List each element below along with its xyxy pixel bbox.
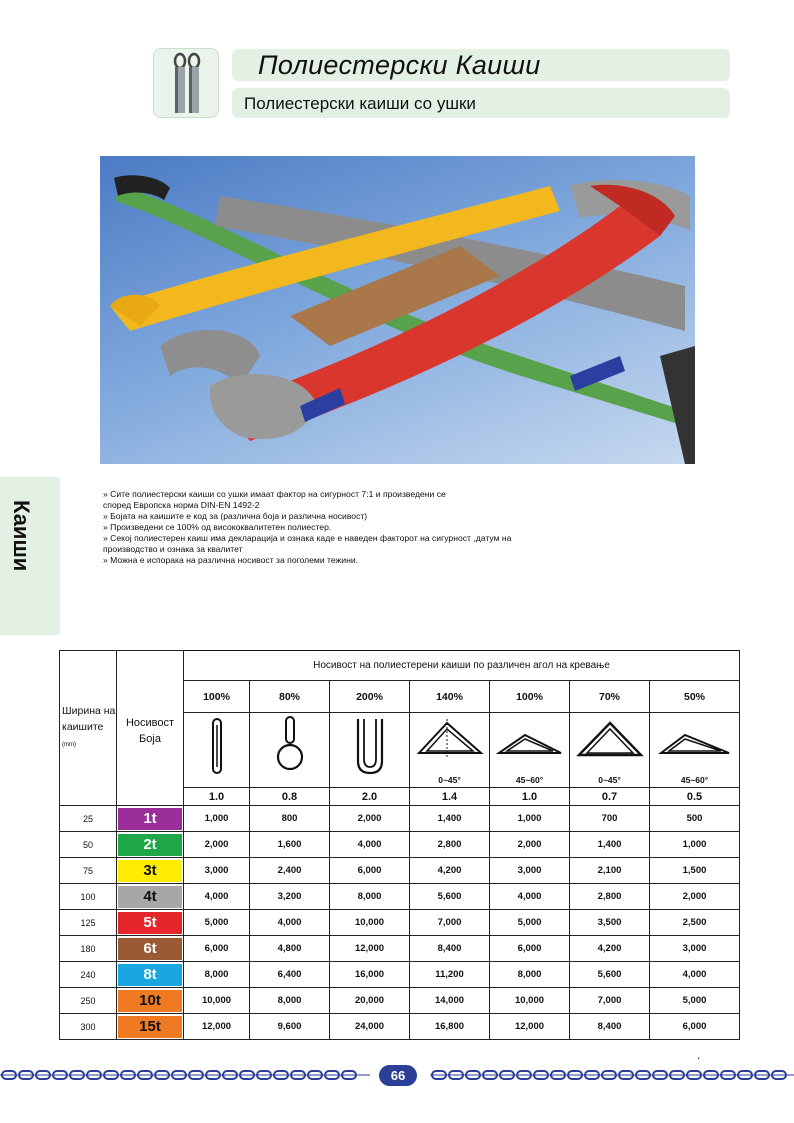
- capacity-cell: [117, 884, 184, 910]
- factor-cell: 1.0: [490, 788, 570, 806]
- load-value-cell: 5,600: [570, 962, 650, 988]
- note-line: » Произведени се 100% од висококвалитетен полиестер.: [103, 522, 332, 532]
- page-subtitle: Полиестерски каиши со ушки: [244, 94, 476, 113]
- load-value-cell: 4,000: [490, 884, 570, 910]
- width-header: Ширина на каишите (mm): [60, 651, 117, 806]
- load-value-cell: 14,000: [410, 988, 490, 1014]
- factor-cell: 1.4: [410, 788, 490, 806]
- color-header: Носивост Боја: [117, 651, 184, 806]
- page-dot: .: [697, 1048, 701, 1062]
- load-value-cell: 3,000: [490, 858, 570, 884]
- table-row: [60, 988, 740, 1014]
- percent-cell: 140%: [410, 681, 490, 713]
- group-header: Носивост на полиестерени каиши по различен агол на кревање: [184, 651, 740, 681]
- capacity-cell: [117, 806, 184, 832]
- sling-logo-icon: [153, 48, 219, 118]
- factor-cell: 0.5: [650, 788, 740, 806]
- load-value-cell: 4,800: [250, 936, 330, 962]
- factor-cell: 2.0: [330, 788, 410, 806]
- width-cell: 25: [60, 806, 117, 832]
- load-value-cell: 12,000: [490, 1014, 570, 1040]
- load-value-cell: 24,000: [330, 1014, 410, 1040]
- hitch-triangle-icon: 0~45°: [410, 713, 490, 788]
- load-value-cell: 16,800: [410, 1014, 490, 1040]
- factor-cell: 1.0: [184, 788, 250, 806]
- capacity-chip: 3t: [118, 860, 182, 882]
- load-value-cell: 16,000: [330, 962, 410, 988]
- table-row: [60, 832, 740, 858]
- chain-decoration: [430, 1068, 794, 1082]
- hitch-triangle-icon: 0~45°: [570, 713, 650, 788]
- load-value-cell: 10,000: [330, 910, 410, 936]
- load-value-cell: 2,000: [650, 884, 740, 910]
- load-value-cell: 12,000: [184, 1014, 250, 1040]
- load-value-cell: 1,600: [250, 832, 330, 858]
- load-value-cell: 4,000: [184, 884, 250, 910]
- load-value-cell: 6,000: [490, 936, 570, 962]
- capacity-cell: [117, 858, 184, 884]
- load-value-cell: 4,200: [410, 858, 490, 884]
- factor-cell: 0.7: [570, 788, 650, 806]
- capacity-chip: 1t: [118, 808, 182, 830]
- width-cell: 125: [60, 910, 117, 936]
- load-value-cell: 7,000: [410, 910, 490, 936]
- load-value-cell: 5,000: [184, 910, 250, 936]
- page-number: 66: [379, 1065, 417, 1086]
- load-capacity-table: [59, 650, 740, 1040]
- side-tab-label: Каиши: [9, 500, 34, 572]
- width-cell: 75: [60, 858, 117, 884]
- hitch-wide-icon: 45~60°: [490, 713, 570, 788]
- load-value-cell: 2,000: [330, 806, 410, 832]
- capacity-chip: 6t: [118, 938, 182, 960]
- table-row: [60, 910, 740, 936]
- load-value-cell: 500: [650, 806, 740, 832]
- load-value-cell: 8,000: [250, 988, 330, 1014]
- load-value-cell: 10,000: [490, 988, 570, 1014]
- load-value-cell: 12,000: [330, 936, 410, 962]
- table-row: [60, 936, 740, 962]
- load-value-cell: 4,000: [330, 832, 410, 858]
- width-cell: 100: [60, 884, 117, 910]
- load-value-cell: 1,500: [650, 858, 740, 884]
- capacity-chip: 4t: [118, 886, 182, 908]
- capacity-cell: [117, 910, 184, 936]
- load-value-cell: 2,100: [570, 858, 650, 884]
- load-value-cell: 1,000: [184, 806, 250, 832]
- width-cell: 50: [60, 832, 117, 858]
- load-value-cell: 5,000: [490, 910, 570, 936]
- percent-cell: 80%: [250, 681, 330, 713]
- load-value-cell: 800: [250, 806, 330, 832]
- table-row: [60, 962, 740, 988]
- percent-cell: 50%: [650, 681, 740, 713]
- percent-cell: 70%: [570, 681, 650, 713]
- load-value-cell: 3,200: [250, 884, 330, 910]
- capacity-cell: [117, 936, 184, 962]
- hitch-wide-icon: 45~60°: [650, 713, 740, 788]
- capacity-cell: [117, 962, 184, 988]
- note-line: според Европска норма DIN-EN 1492-2: [103, 500, 260, 510]
- load-value-cell: 6,400: [250, 962, 330, 988]
- load-value-cell: 3,500: [570, 910, 650, 936]
- notes-list: [103, 489, 623, 566]
- load-value-cell: 8,400: [570, 1014, 650, 1040]
- load-value-cell: 20,000: [330, 988, 410, 1014]
- note-line: » Бојата на каишите е код за (различна боја и различна носивост): [103, 511, 368, 521]
- load-value-cell: 4,000: [250, 910, 330, 936]
- load-value-cell: 4,000: [650, 962, 740, 988]
- load-value-cell: 6,000: [650, 1014, 740, 1040]
- width-cell: 300: [60, 1014, 117, 1040]
- load-value-cell: 3,000: [650, 936, 740, 962]
- table-row: [60, 858, 740, 884]
- load-value-cell: 8,000: [184, 962, 250, 988]
- load-value-cell: 6,000: [184, 936, 250, 962]
- load-value-cell: 2,800: [570, 884, 650, 910]
- hitch-straight-icon: [184, 713, 250, 788]
- load-value-cell: 2,800: [410, 832, 490, 858]
- capacity-cell: [117, 988, 184, 1014]
- width-cell: 180: [60, 936, 117, 962]
- note-line: производство и ознака за квалитет: [103, 544, 243, 554]
- load-value-cell: 2,000: [184, 832, 250, 858]
- load-value-cell: 2,400: [250, 858, 330, 884]
- load-value-cell: 8,400: [410, 936, 490, 962]
- load-value-cell: 1,400: [570, 832, 650, 858]
- load-value-cell: 4,200: [570, 936, 650, 962]
- load-value-cell: 6,000: [330, 858, 410, 884]
- capacity-chip: 8t: [118, 964, 182, 986]
- factor-cell: 0.8: [250, 788, 330, 806]
- load-value-cell: 1,000: [490, 806, 570, 832]
- percent-cell: 100%: [490, 681, 570, 713]
- load-value-cell: 10,000: [184, 988, 250, 1014]
- page-title: Полиестерски Каиши: [258, 50, 541, 80]
- chain-decoration: [0, 1068, 370, 1082]
- load-value-cell: 11,200: [410, 962, 490, 988]
- load-value-cell: 2,000: [490, 832, 570, 858]
- load-value-cell: 5,600: [410, 884, 490, 910]
- load-value-cell: 700: [570, 806, 650, 832]
- load-value-cell: 2,500: [650, 910, 740, 936]
- load-value-cell: 8,000: [330, 884, 410, 910]
- note-line: » Сите полиестерски каиши со ушки имаат фактор на сигурност 7:1 и произведени се: [103, 489, 446, 499]
- capacity-chip: 2t: [118, 834, 182, 856]
- width-cell: 240: [60, 962, 117, 988]
- capacity-cell: [117, 1014, 184, 1040]
- capacity-cell: [117, 832, 184, 858]
- load-value-cell: 8,000: [490, 962, 570, 988]
- capacity-chip: 15t: [118, 1016, 182, 1038]
- load-value-cell: 1,000: [650, 832, 740, 858]
- note-line: » Секој полиестерен каиш има декларација и ознака каде е наведен факторот на сигурност ,датум на: [103, 533, 512, 543]
- table-row: [60, 1014, 740, 1040]
- load-value-cell: 7,000: [570, 988, 650, 1014]
- capacity-chip: 10t: [118, 990, 182, 1012]
- percent-cell: 200%: [330, 681, 410, 713]
- capacity-chip: 5t: [118, 912, 182, 934]
- hitch-choker-icon: [250, 713, 330, 788]
- width-cell: 250: [60, 988, 117, 1014]
- table-row: [60, 806, 740, 832]
- percent-cell: 100%: [184, 681, 250, 713]
- hitch-basket-icon: [330, 713, 410, 788]
- slings-photo: [100, 156, 695, 464]
- load-value-cell: 5,000: [650, 988, 740, 1014]
- note-line: » Можна е испорака на различна носивост за поголеми тежини.: [103, 555, 359, 565]
- table-row: [60, 884, 740, 910]
- load-value-cell: 9,600: [250, 1014, 330, 1040]
- load-value-cell: 1,400: [410, 806, 490, 832]
- load-value-cell: 3,000: [184, 858, 250, 884]
